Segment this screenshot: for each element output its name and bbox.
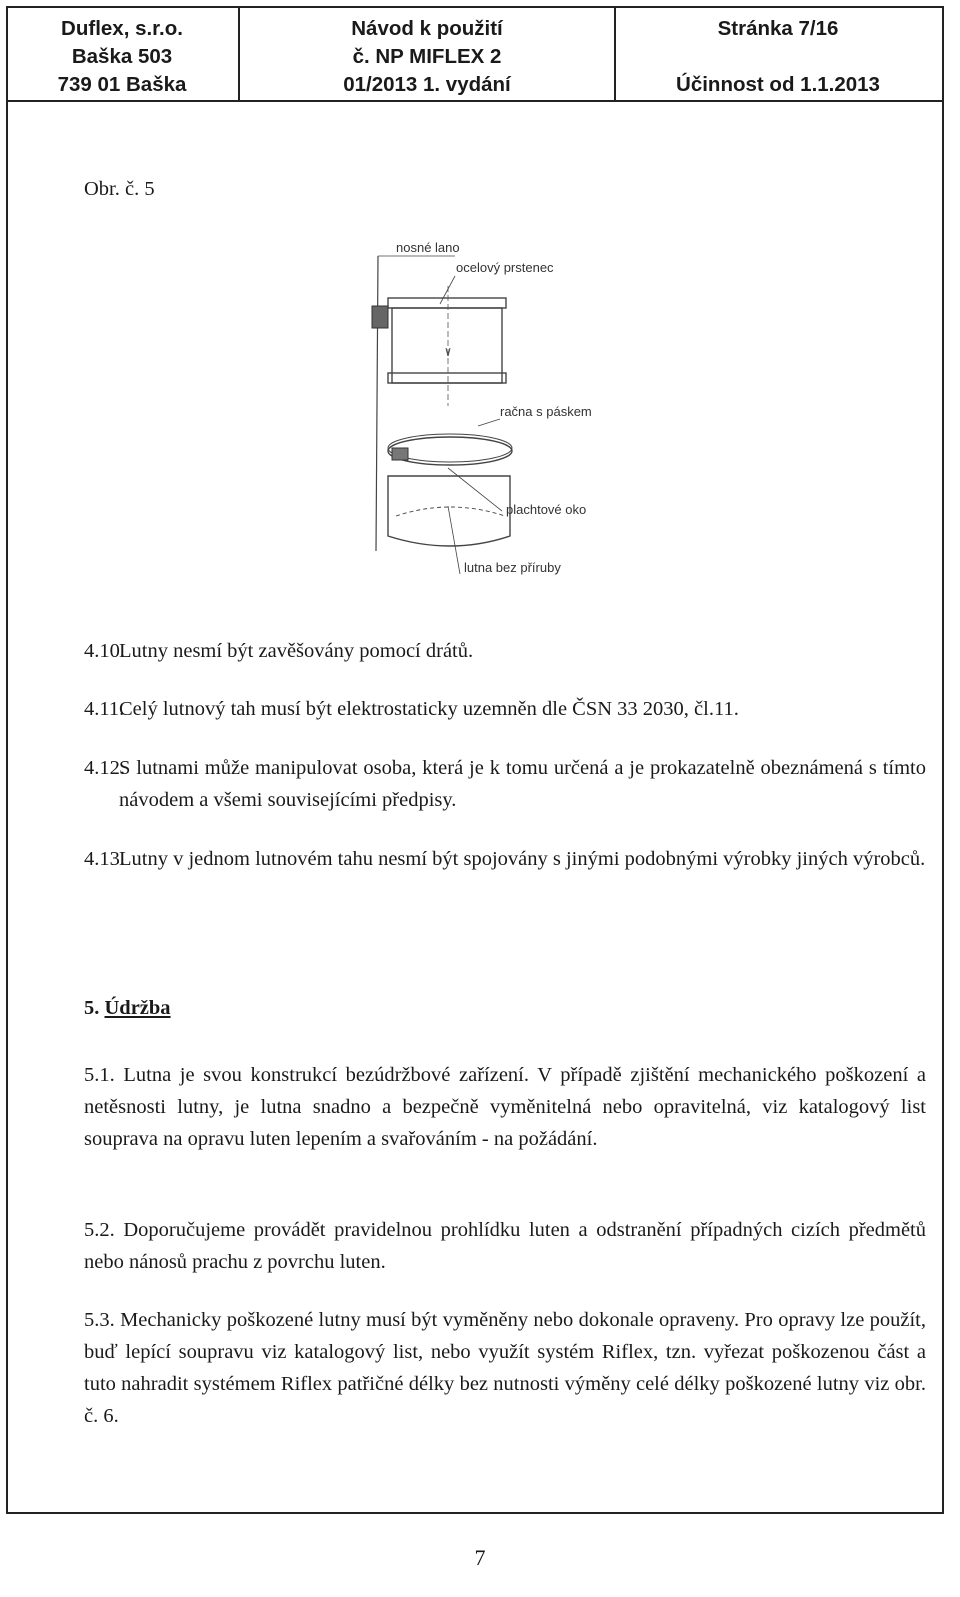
item-text: Lutny v jednom lutnovém tahu nesmí být spojovány s jinými podobnými výrobky jiných výrobců. [119, 848, 926, 870]
item-number: 4.11. [84, 698, 125, 720]
item-4-12 [84, 752, 926, 816]
paragraph-number: 5.2. [84, 1219, 115, 1241]
document-edition: 01/2013 1. vydání [343, 73, 511, 96]
rope-clamp [372, 306, 388, 328]
item-number: 4.12. [84, 757, 125, 779]
paragraph-text: Doporučujeme provádět pravidelnou prohlídku luten a odstranění případných cizích předmětů nebo nánosů prachu z povrchu luten. [84, 1219, 927, 1273]
header-page-info [616, 6, 940, 100]
item-4-10 [84, 635, 926, 667]
paragraph-number: 5.1. [84, 1064, 115, 1086]
paragraph-text: Mechanicky poškozené lutny musí být vyměněny nebo dokonale opraveny. Pro opravy lze použít, buď lepící soupravu viz katalogový list, nebo využít systém Riflex, tzn. vyřezat poškozenou část a tuto nahradit systémem Riflex patřičné délky bez nutnosti výměny celé délky poškozené lutny viz obr. č. 6. [84, 1309, 927, 1427]
item-text: Lutny nesmí být zavěšovány pomocí drátů. [119, 640, 474, 662]
leader-eyelet [448, 468, 502, 511]
company-city: 739 01 Baška [57, 73, 187, 96]
header-company [6, 6, 240, 100]
paragraph-text: Lutna je svou konstrukcí bezúdržbové zařízení. V případě zjištění mechanického poškození a netěsnosti lutny, je lutna snadno a bezpečně vyměnitelná nebo opravitelná, viz katalogový list souprava na opravu luten lepením a svařováním - na požádání. [84, 1064, 926, 1150]
duct-upper [392, 308, 502, 383]
duct-lower-edge [396, 507, 505, 516]
company-street: Baška 503 [71, 45, 173, 68]
document-number: č. NP MIFLEX 2 [352, 45, 502, 68]
paragraph-number: 5.3. [84, 1309, 115, 1331]
document-title: Návod k použití [351, 17, 503, 40]
paragraph-5-3 [84, 1304, 926, 1432]
header-document [240, 6, 616, 100]
paragraph-5-2 [84, 1214, 926, 1278]
ring-top [388, 298, 506, 308]
leader-duct [448, 506, 460, 574]
rope-line [376, 256, 378, 551]
page-count: Stránka 7/16 [717, 17, 839, 40]
section-number: 5. [84, 997, 100, 1019]
item-text: S lutnami může manipulovat osoba, která je k tomu určená a je prokazatelně obeznámená s tímto návodem a všemi souvisejícími předpisy. [119, 757, 926, 811]
item-4-13 [84, 843, 926, 875]
figure-caption: Obr. č. 5 [84, 178, 155, 200]
paragraph-5-1 [84, 1059, 926, 1155]
item-text: Celý lutnový tah musí být elektrostaticky uzemněn dle ČSN 33 2030, čl.11. [119, 698, 739, 720]
section-heading [84, 997, 171, 1020]
leader-handle [478, 419, 500, 426]
ring-bottom [388, 373, 506, 383]
label-handle: račna s páskem [500, 404, 592, 419]
label-duct: lutna bez příruby [464, 560, 561, 575]
label-rope: nosné lano [396, 240, 460, 255]
section-title: Údržba [104, 997, 171, 1019]
item-number: 4.13. [84, 848, 125, 870]
item-4-11 [84, 693, 926, 725]
document-header [6, 6, 944, 102]
label-ring: ocelový prstenec [456, 260, 554, 275]
company-name: Duflex, s.r.o. [61, 17, 183, 40]
label-eyelet: plachtové oko [506, 502, 587, 517]
item-number: 4.10. [84, 640, 125, 662]
duct-suspension-figure [360, 236, 660, 586]
leader-ring [440, 276, 455, 304]
ratchet [392, 448, 408, 460]
page-number: 7 [474, 1545, 486, 1570]
effective-date: Účinnost od 1.1.2013 [676, 73, 880, 96]
